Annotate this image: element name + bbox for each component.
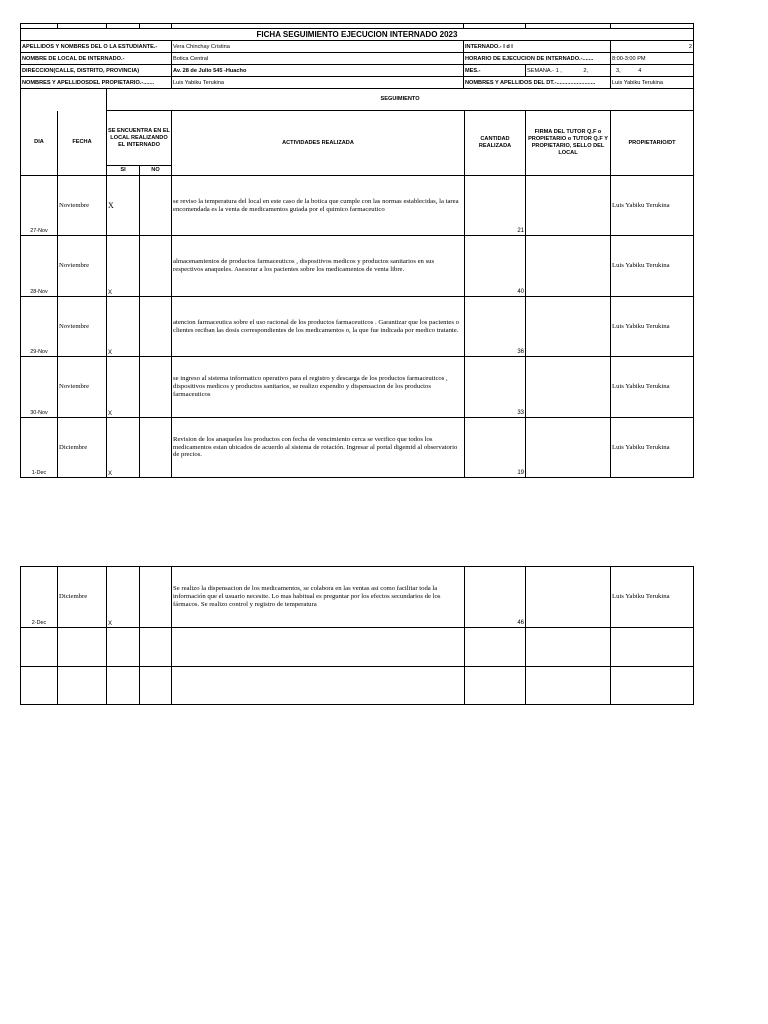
- cantidad-header: CANTIDAD REALIZADA: [465, 111, 526, 176]
- quantity-cell: [465, 628, 526, 667]
- week-3: 3,: [616, 67, 621, 74]
- address-label: DIRECCION(CALLE, DISTRITO, PROVINCIA): [21, 65, 172, 77]
- local-name-value: Botica Central: [172, 53, 464, 65]
- quantity-cell: [465, 667, 526, 705]
- quantity-cell: 46: [465, 567, 526, 628]
- week-2: 2,: [583, 67, 589, 74]
- dia-cell: 1-Dec: [21, 418, 58, 478]
- activity-cell: Revision de los anaqueles los productos con fecha de vencimiento cerca se verifico que todos los medicamentos estan ubicados de acuerdo al sistema de rotación. Ingresar al portal digemid al observatorio de precios.: [172, 418, 465, 478]
- no-cell: [140, 667, 172, 705]
- seguimiento-header: SEGUIMIENTO: [107, 89, 694, 111]
- address-value: Av. 28 de Julio 545 -Huacho: [172, 65, 464, 77]
- no-cell: [140, 628, 172, 667]
- no-cell: [140, 357, 172, 418]
- schedule-label: HORARIO DE EJECUCION DE INTERNADO.-.......: [464, 53, 611, 65]
- owner-cell: Luis Yabiku Terukina: [611, 567, 694, 628]
- owner-cell: Luis Yabiku Terukina: [611, 357, 694, 418]
- fecha-cell: Diciembre: [58, 418, 107, 478]
- propietario-header: PROPIETARIO/DT: [611, 111, 694, 176]
- local-header: SE ENCUENTRA EN EL LOCAL REALIZANDO EL INTERNADO: [107, 111, 172, 166]
- si-cell: X: [107, 297, 140, 357]
- table-row: [21, 297, 694, 357]
- si-cell: X: [107, 567, 140, 628]
- tracking-table: [20, 88, 694, 478]
- activity-cell: Se realizo la dispensacion de los medicamentos, se colabora en las ventas asi como facilitar toda la información que el usuario necesite. Lo mas habitual es preguntar por los efectos secundarios de los fármacos. Se realizo control y registro de temperatura: [172, 567, 465, 628]
- week-label: SEMANA.- 1 ,: [527, 67, 562, 74]
- activity-cell: se reviso la temperatura del local en este caso de la botica que cumple con las normas establecidas, la tarea encomendada es la venta de medicamentos guiada por el quimico farmaceutico: [172, 176, 465, 236]
- week-4: 4: [638, 67, 642, 74]
- no-header: NO: [140, 166, 172, 176]
- activity-cell: [172, 667, 465, 705]
- local-name-label: NOMBRE DE LOCAL DE INTERNADO.-: [21, 53, 172, 65]
- signature-cell: [526, 667, 611, 705]
- dia-cell: [21, 667, 58, 705]
- owner-cell: Luis Yabiku Terukina: [611, 418, 694, 478]
- dia-cell: [21, 628, 58, 667]
- signature-cell: [526, 176, 611, 236]
- table-row: [21, 667, 694, 705]
- owner-label: NOMBRES Y APELLIDOSDEL PROPIETARIO.-.......: [21, 77, 172, 89]
- owner-cell: Luis Yabiku Terukina: [611, 236, 694, 297]
- table-row: [21, 567, 694, 628]
- quantity-cell: 21: [465, 176, 526, 236]
- activity-cell: [172, 628, 465, 667]
- si-cell: X: [107, 357, 140, 418]
- no-cell: [140, 236, 172, 297]
- si-cell: X: [107, 176, 140, 236]
- si-header: SI: [107, 166, 140, 176]
- owner-cell: Luis Yabiku Terukina: [611, 297, 694, 357]
- signature-cell: [526, 357, 611, 418]
- internado-label: INTERNADO.- I d I: [464, 41, 611, 53]
- document-title: FICHA SEGUIMIENTO EJECUCION INTERNADO 2023: [21, 29, 694, 41]
- activity-cell: almacenamientos de productos farmaceuticos , dispositivos medicos y productos sanitarios en sus respectivos anaqueles. Asesorar a los pacientes sobre los medicamentos de venta libre.: [172, 236, 465, 297]
- dia-cell: 27-Nov: [21, 176, 58, 236]
- info-table: [20, 23, 694, 89]
- actividades-header: ACTIVIDADES REALIZADA: [172, 111, 465, 176]
- signature-cell: [526, 297, 611, 357]
- week-cell-2: [611, 65, 694, 77]
- activity-cell: atencion farmaceutica sobre el uso racional de los productos farmaceuticos . Garantizar que los pacientes o clientes reciban las dosis correspondientes de los medicamentos o, la que fue indicada por medico tratante.: [172, 297, 465, 357]
- internado-value: 2: [611, 41, 694, 53]
- owner-cell: Luis Yabiku Terukina: [611, 176, 694, 236]
- no-cell: [140, 176, 172, 236]
- dia-cell: 29-Nov: [21, 297, 58, 357]
- no-cell: [140, 297, 172, 357]
- signature-cell: [526, 236, 611, 297]
- no-cell: [140, 567, 172, 628]
- fecha-cell: Noviembre: [58, 357, 107, 418]
- dt-label: NOMBRES Y APELLIDOS DEL DT.-.........................: [464, 77, 611, 89]
- student-name-label: APELLIDOS Y NOMBRES DEL O LA ESTUDIANTE.-: [21, 41, 172, 53]
- si-cell: [107, 667, 140, 705]
- dia-cell: 30-Nov: [21, 357, 58, 418]
- dia-cell: 2-Dec: [21, 567, 58, 628]
- quantity-cell: 36: [465, 297, 526, 357]
- si-cell: X: [107, 236, 140, 297]
- owner-cell: [611, 628, 694, 667]
- signature-cell: [526, 418, 611, 478]
- owner-value: Luis Yabiku Terukina: [172, 77, 464, 89]
- student-name-value: Vera Chinchay Cristina: [172, 41, 464, 53]
- fecha-cell: [58, 628, 107, 667]
- table-row: [21, 628, 694, 667]
- fecha-cell: [58, 667, 107, 705]
- dia-cell: 28-Nov: [21, 236, 58, 297]
- quantity-cell: 33: [465, 357, 526, 418]
- schedule-value: 8:00-3:00 PM: [611, 53, 694, 65]
- signature-cell: [526, 628, 611, 667]
- month-label: MES.-: [464, 65, 526, 77]
- table-row: [21, 176, 694, 236]
- fecha-cell: Noviembre: [58, 176, 107, 236]
- owner-cell: [611, 667, 694, 705]
- table-row: [21, 418, 694, 478]
- week-cell: [526, 65, 611, 77]
- tracking-table-continued: [20, 566, 694, 705]
- table-row: [21, 236, 694, 297]
- fecha-header: FECHA: [58, 111, 107, 176]
- dt-value: Luis Yabiku Terukina: [611, 77, 694, 89]
- firma-header: FIRMA DEL TUTOR Q.F o PROPIETARIO o TUTOR Q.F Y PROPIETARIO, SELLO DEL LOCAL: [526, 111, 611, 176]
- table-row: [21, 357, 694, 418]
- dia-header: DIA: [21, 111, 58, 176]
- activity-cell: se ingreso al sistema informatico operativo para el registro y descarga de los productos farmaceuticos , dispositivos medicos y productos sanitarios, se realizo expendio y dispensacion de los productos farmaceuticos: [172, 357, 465, 418]
- si-cell: X: [107, 418, 140, 478]
- fecha-cell: Diciembre: [58, 567, 107, 628]
- signature-cell: [526, 567, 611, 628]
- quantity-cell: 40: [465, 236, 526, 297]
- si-cell: [107, 628, 140, 667]
- quantity-cell: 19: [465, 418, 526, 478]
- fecha-cell: Noviembre: [58, 236, 107, 297]
- fecha-cell: Noviembre: [58, 297, 107, 357]
- no-cell: [140, 418, 172, 478]
